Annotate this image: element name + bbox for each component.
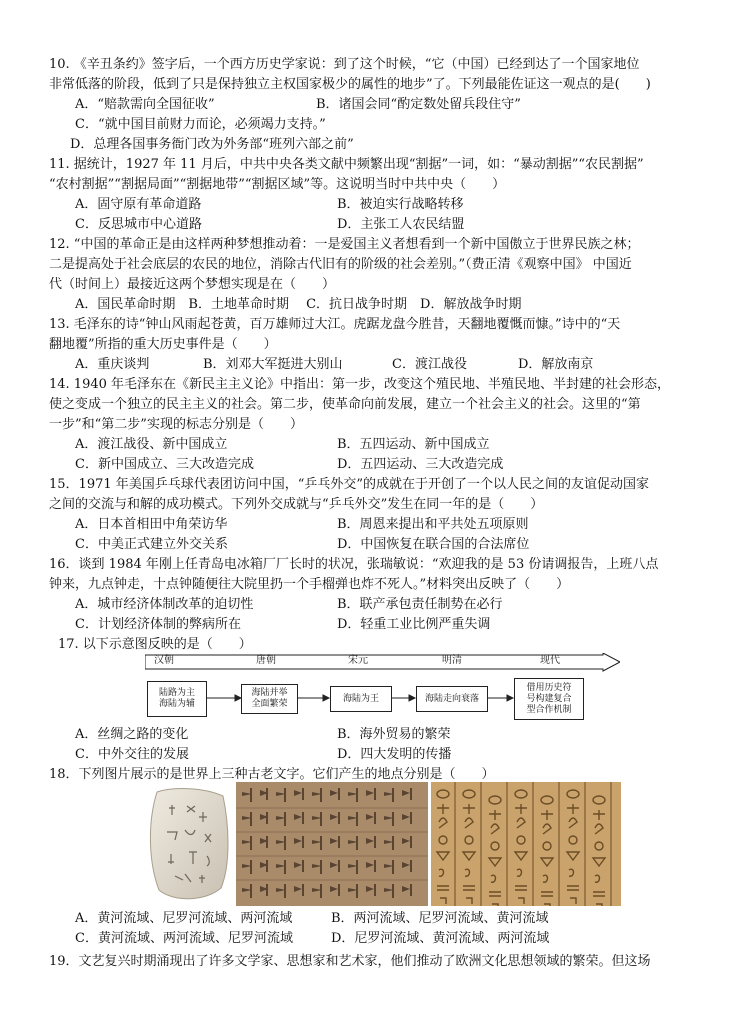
q15-option-d: D．中国恢复在联合国的合法席位 [337, 537, 530, 552]
timeline-box-tang-line1: 海陆并举 [251, 688, 288, 698]
timeline-box-song-yuan-line1: 海陆为王 [342, 693, 379, 704]
q15-stem-line1: 15．1971 年美国乒乓球代表团访问中国，“乒乓外交”的成就在于开创了一个以人民之间的友谊促动国家 [49, 477, 650, 492]
q18-option-c: C．黄河流域、两河流域、尼罗河流域 [75, 931, 293, 946]
q14-stem-line3: 一步”和“第二步”实现的标志分别是（ ） [49, 417, 303, 432]
q13-stem-line1: 13. 毛泽东的诗“钟山风雨起苍黄，百万雄师过大江。虎踞龙盘今胜昔，天翻地覆慨而慷。”诗中的“天 [49, 317, 621, 332]
q11-option-a: A．固守原有革命道路 [75, 197, 202, 212]
q18-stem: 18．下列图片展示的是世界上三种古老文字。它们产生的地点分别是（ ） [49, 767, 495, 782]
q13-option-b: B．刘邓大军挺进大别山 [203, 357, 343, 372]
q18-option-b: B．两河流域、尼罗河流域、黄河流域 [331, 911, 549, 926]
q17-stem: 17. 以下示意图反映的是（ ） [58, 637, 252, 652]
q11-stem-line2: “农村割据”“割据局面”“割据地带”“割据区域”等。这说明当时中共中央（ ） [49, 177, 506, 192]
timeline-box-han [147, 681, 207, 717]
timeline-box-han-line1: 陆路为主 [158, 688, 195, 698]
q10-option-b: B．诸国会同“酌定数处留兵段住守” [316, 97, 521, 112]
era-han: 汉朝 [154, 655, 174, 666]
q14-option-b: B．五四运动、新中国成立 [337, 437, 490, 452]
era-song-yuan: 宋元 [348, 655, 368, 666]
q10-stem-line2: 非常低落的阶段，低到了只是保持独立主权国家极少的属性的地步”了。下列最能佐证这一观点的是( ) [49, 77, 651, 92]
q14-option-c: C．新中国成立、三大改造完成 [75, 457, 254, 472]
q16-stem-line2: 钟来，九点钟走，十点钟随便往大院里扔一个手榴弹也炸不死人。”材料突出反映了（ ） [49, 577, 570, 592]
q15-option-b: B．周恩来提出和平共处五项原则 [337, 517, 529, 532]
q15-option-c: C．中美正式建立外交关系 [75, 537, 228, 552]
q12-stem-line2: 二是提高处于社会底层的农民的地位，消除古代旧有的阶级的社会差别。”（费正清《观察中国》 中国近 [49, 257, 632, 272]
timeline-box-ming-qing-line1: 海陆走向衰落 [424, 693, 479, 704]
timeline-box-modern [514, 678, 584, 720]
q13-stem-line2: 翻地覆”所指的重大历史事件是（ ） [49, 337, 277, 352]
q16-option-b: B．联产承包责任制势在必行 [337, 597, 503, 612]
q14-option-d: D．五四运动、三大改造完成 [337, 457, 504, 472]
timeline-box-tang-line2: 全面繁荣 [251, 699, 288, 709]
timeline-box-han-line2: 海陆为辅 [158, 699, 195, 709]
q17-option-a: A．丝绸之路的变化 [75, 727, 189, 742]
q15-option-a: A．日本首相田中角荣访华 [75, 517, 228, 532]
q12-options: A．国民革命时期 B．土地革命时期 C．抗日战争时期 D．解放战争时期 [75, 297, 522, 312]
q18-option-a: A．黄河流域、尼罗河流域、两河流域 [75, 911, 293, 926]
q16-option-d: D．轻重工业比例严重失调 [337, 617, 491, 632]
timeline-diagram [145, 653, 620, 723]
q11-stem-line1: 11. 据统计，1927 年 11 月后，中共中央各类文献中频繁出现“割据”一词，如：“暴动割据”“农民割据” [49, 157, 644, 172]
era-ming-qing: 明清 [442, 655, 462, 666]
timeline-box-modern-line2: 号构建复合 [526, 693, 572, 704]
q11-option-b: B．被迫实行战略转移 [337, 197, 464, 212]
cuneiform-tablet-image [236, 782, 428, 906]
timeline-box-tang [241, 684, 298, 714]
era-tang: 唐朝 [256, 655, 276, 666]
q13-option-c: C．渡江战役 [392, 357, 467, 372]
q14-stem-line2: 使之变成一个独立的民主主义的社会。第二步，使革命向前发展，建立一个社会主义的社会。这里的“第 [49, 397, 641, 412]
q12-stem-line3: 代（时间上）最接近这两个梦想实现是在（ ） [49, 277, 336, 292]
q10-option-d: D．总理各国事务衙门改为外务部“班列六部之前” [70, 137, 354, 152]
q17-option-c: C．中外交往的发展 [75, 747, 189, 762]
q14-stem-line1: 14. 1940 年毛泽东在《新民主主义论》中指出：第一步，改变这个殖民地、半殖民地、半封建的社会形态， [49, 377, 671, 392]
hieroglyph-image [431, 782, 621, 906]
q11-option-c: C．反思城市中心道路 [75, 217, 202, 232]
q10-option-c: C．“就中国目前财力而论，必须竭力支持。” [75, 117, 326, 132]
timeline-box-modern-line1: 借用历史符 [526, 682, 572, 693]
q18-option-d: D．尼罗河流域、黄河流域、两河流域 [331, 931, 550, 946]
q19-stem-line1: 19．文艺复兴时期涌现出了许多文学家、思想家和艺术家，他们推动了欧洲文化思想领域的繁荣。但这场 [49, 954, 651, 969]
q10-stem-line1: 10. 《辛丑条约》签字后，一个西方历史学家说：到了这个时候，“它（中国）已经到达了一个国家地位 [49, 57, 640, 72]
timeline-box-song-yuan [330, 686, 392, 712]
q16-option-c: C．计划经济体制的弊病所在 [75, 617, 241, 632]
q15-stem-line2: 之间的交流与和解的成功模式。下列外交成就与“乒乓外交”发生在同一年的是（ ） [49, 497, 544, 512]
q11-option-d: D．主张工人农民结盟 [337, 217, 465, 232]
timeline-box-modern-line3: 型合作机制 [526, 704, 572, 715]
q17-option-d: D．四大发明的传播 [337, 747, 452, 762]
q12-stem-line1: 12. “中国的革命正是由这样两种梦想推动着：一是爱国主义者想看到一个新中国傲立于世界民族之林； [49, 237, 640, 252]
q16-stem-line1: 16．谈到 1984 年刚上任青岛电冰箱厂厂长时的状况，张瑞敏说：“欢迎我的是 53 份请调报告，上班八点 [49, 557, 659, 572]
q16-option-a: A．城市经济体制改革的迫切性 [75, 597, 254, 612]
q13-option-d: D．解放南京 [518, 357, 594, 372]
q14-option-a: A．渡江战役、新中国成立 [75, 437, 228, 452]
oracle-bone-image [145, 784, 233, 904]
q13-option-a: A．重庆谈判 [75, 357, 150, 372]
era-modern: 现代 [540, 655, 560, 666]
q10-option-a: A．“赔款需向全国征收” [75, 97, 215, 112]
timeline-box-ming-qing [416, 686, 488, 712]
q17-option-b: B．海外贸易的繁荣 [337, 727, 451, 742]
